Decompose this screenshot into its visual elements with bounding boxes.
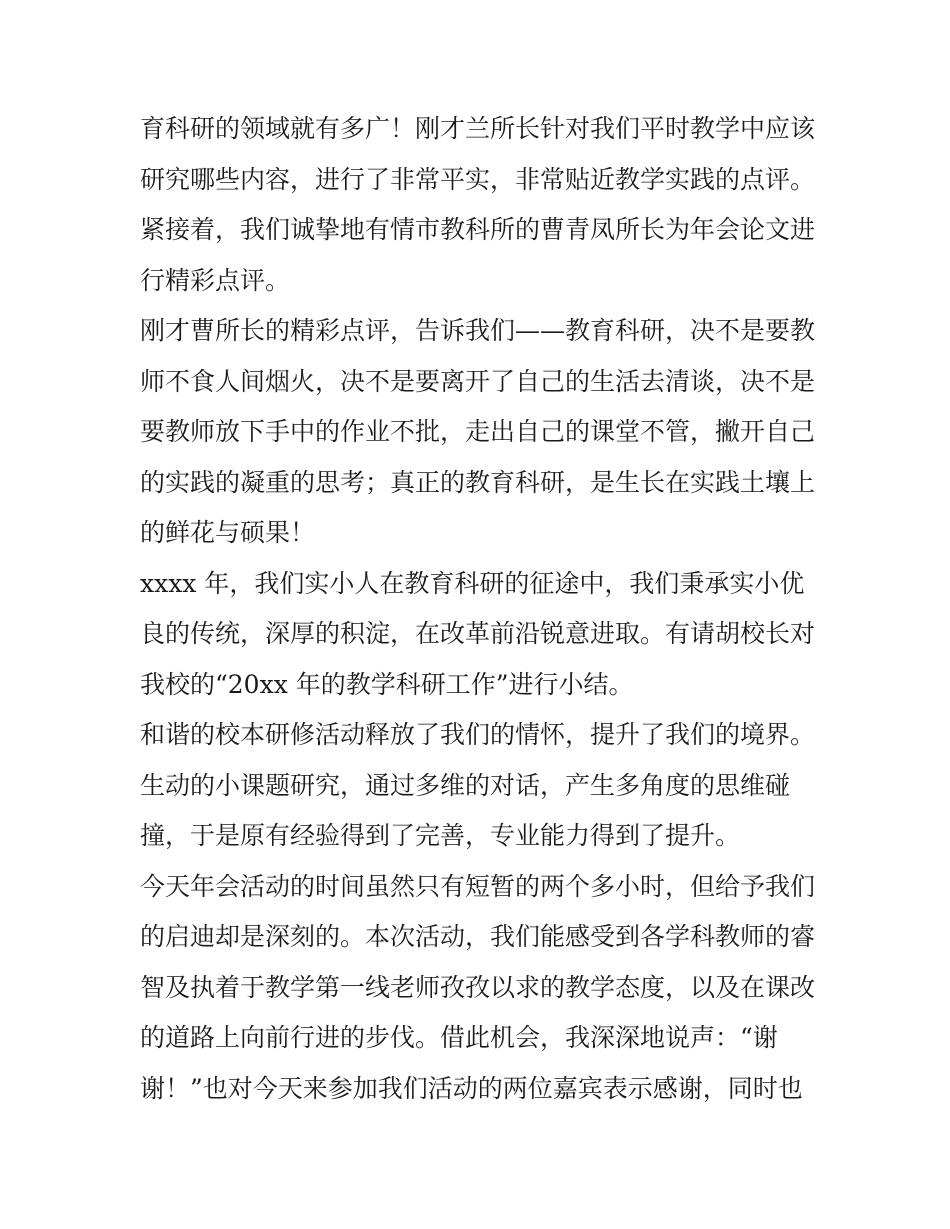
text-line-2: 研究哪些内容，进行了非常平实，非常贴近教学实践的点评。 xyxy=(140,165,816,194)
text-line-20: 谢！”也对今天来参加我们活动的两位嘉宾表示感谢，同时也 xyxy=(140,1074,803,1103)
text-line-15: 撞，于是原有经验得到了完善，专业能力得到了提升。 xyxy=(140,821,741,850)
text-line-18: 智及执着于教学第一线老师孜孜以求的教学态度，以及在课改 xyxy=(140,973,816,1002)
text-line-14: 生动的小课题研究，通过多维的对话，产生多角度的思维碰 xyxy=(140,771,791,800)
text-line-19: 的道路上向前行进的步伐。借此机会，我深深地说声：“谢 xyxy=(140,1023,778,1052)
text-line-13: 和谐的校本研修活动释放了我们的情怀，提升了我们的境界。 xyxy=(140,720,816,749)
text-line-10: xxxx 年，我们实小人在教育科研的征途中，我们秉承实小优 xyxy=(140,569,805,598)
text-line-1: 育科研的领域就有多广！刚才兰所长针对我们平时教学中应该 xyxy=(140,114,816,143)
text-line-4: 行精彩点评。 xyxy=(140,266,291,295)
text-line-6: 师不食人间烟火，决不是要离开了自己的生活去清谈，决不是 xyxy=(140,367,816,396)
text-line-5: 刚才曹所长的精彩点评，告诉我们——教育科研，决不是要教 xyxy=(140,316,816,345)
text-line-16: 今天年会活动的时间虽然只有短暂的两个多小时，但给予我们 xyxy=(140,872,816,901)
text-line-7: 要教师放下手中的作业不批，走出自己的课堂不管，撇开自己 xyxy=(140,417,816,446)
text-line-11: 良的传统，深厚的积淀，在改革前沿锐意进取。有请胡校长对 xyxy=(140,619,816,648)
text-line-3: 紧接着，我们诚挚地有情市教科所的曹青凤所长为年会论文进 xyxy=(140,215,816,244)
text-line-9: 的鲜花与硕果！ xyxy=(140,518,316,547)
text-line-12: 我校的“20xx 年的教学科研工作”进行小结。 xyxy=(140,670,634,699)
text-line-8: 的实践的凝重的思考；真正的教育科研，是生长在实践土壤上 xyxy=(140,468,816,497)
text-line-17: 的启迪却是深刻的。本次活动，我们能感受到各学科教师的睿 xyxy=(140,922,816,951)
